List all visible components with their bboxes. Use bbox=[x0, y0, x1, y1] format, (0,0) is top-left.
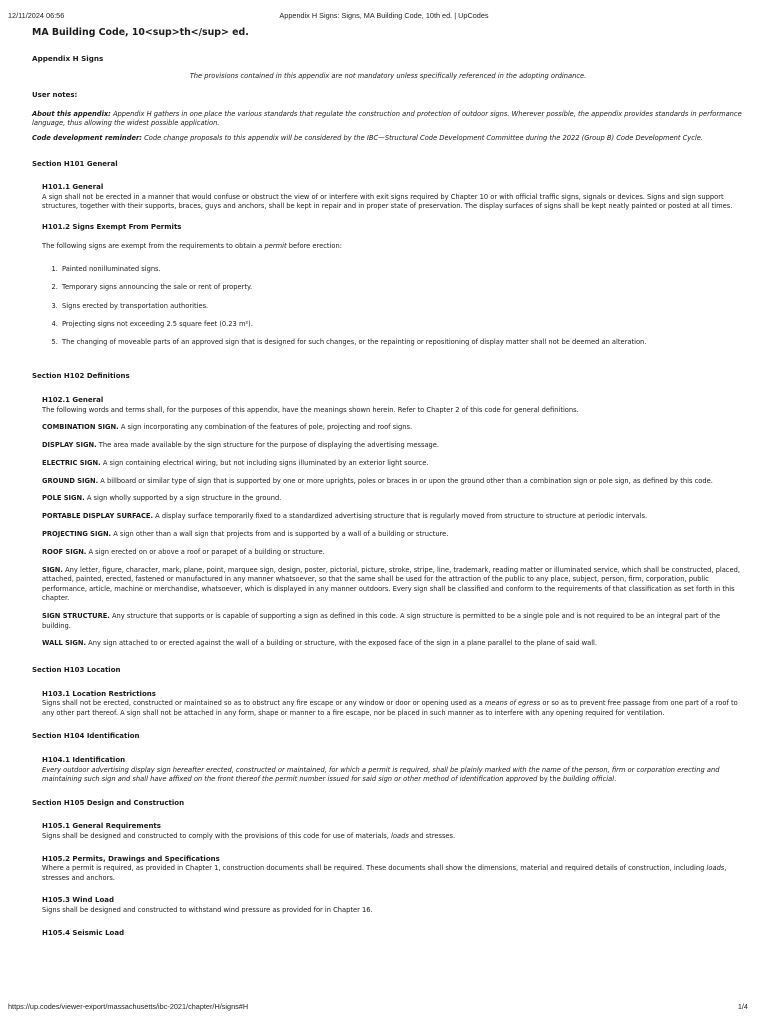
about-label: About this appendix: bbox=[32, 109, 111, 118]
definition-display-sign bbox=[42, 441, 744, 451]
list-item: 2. Temporary signs announcing the sale or rent of property. bbox=[60, 283, 744, 293]
h105-2-text-b: , stresses and anchors. bbox=[42, 864, 727, 882]
definition-term: GROUND SIGN. bbox=[42, 476, 99, 485]
section-h105-body bbox=[32, 822, 744, 938]
appendix-title: Appendix H Signs bbox=[32, 54, 104, 63]
intro-text-end: before erection: bbox=[286, 241, 342, 250]
definition-term: ELECTRIC SIGN. bbox=[42, 458, 101, 467]
definition-wall-sign bbox=[42, 639, 744, 649]
h102-1-title: H102.1 General bbox=[42, 396, 104, 405]
list-item: 4. Projecting signs not exceeding 2.5 square feet (0.23 m²). bbox=[60, 320, 744, 330]
h101-1-title: H101.1 General bbox=[42, 183, 104, 192]
h101-2-title: H101.2 Signs Exempt From Permits bbox=[42, 222, 182, 231]
h105-1-text-b: and stresses. bbox=[408, 831, 456, 840]
print-header bbox=[0, 11, 768, 23]
intro-text: The following signs are exempt from the requirements to obtain a bbox=[42, 241, 265, 250]
section-h101-body bbox=[32, 183, 744, 347]
definition-term: DISPLAY SIGN. bbox=[42, 441, 97, 450]
definition-text: A sign containing electrical wiring, but not including signs illuminated by an exterior light source. bbox=[100, 458, 429, 467]
definition-term: ROOF SIGN. bbox=[42, 547, 87, 556]
definition-text: A sign wholly supported by a sign structure in the ground. bbox=[84, 494, 282, 503]
h105-1-text bbox=[42, 832, 744, 842]
section-heading-h105: Section H105 Design and Construction bbox=[32, 798, 185, 807]
about-note bbox=[32, 110, 744, 129]
h104-text-c: . bbox=[614, 775, 617, 784]
h105-3-title: H105.3 Wind Load bbox=[42, 896, 114, 905]
h101-1-text: A sign shall not be erected in a manner that would confuse or obstruct the view of or interfere with exit signs required by Chapter 10 or with official traffic signs, signals or devices. Signs and sign support structures, together with their supports, braces, guys and anchors, shall be kept in repair and in proper state of preservation. The display surfaces of signs shall be kept neatly painted or posted at all times. bbox=[42, 192, 733, 211]
print-page-title: Appendix H Signs: Signs, MA Building Code, 10th ed. | UpCodes bbox=[279, 11, 489, 20]
h105-4-title: H105.4 Seismic Load bbox=[42, 928, 125, 937]
loads-term: loads bbox=[706, 864, 725, 873]
definition-roof-sign bbox=[42, 548, 744, 558]
h105-2-text-a: Where a permit is required, as provided in Chapter 1, construction documents shall be required. These documents shall show the dimensions, material and required details of construction, including bbox=[42, 864, 707, 873]
code-dev-text: Code change proposals to this appendix will be considered by the IBC—Structural Code Development Committee during the 2022 (Group B) Code Development Cycle. bbox=[142, 133, 703, 142]
h105-1-title: H105.1 General Requirements bbox=[42, 822, 161, 831]
h103-1-text bbox=[42, 699, 744, 718]
h103-text-a: Signs shall not be erected, constructed or maintained so as to obstruct any fire escape or any window or door or opening used as a bbox=[42, 699, 485, 708]
list-item: 3. Signs erected by transportation authorities. bbox=[60, 302, 744, 312]
definition-term: SIGN. bbox=[42, 565, 63, 574]
definition-term: SIGN STRUCTURE. bbox=[42, 612, 110, 621]
definition-term: POLE SIGN. bbox=[42, 494, 85, 503]
document-content bbox=[32, 27, 744, 938]
definition-electric-sign bbox=[42, 459, 744, 469]
definition-projecting-sign bbox=[42, 530, 744, 540]
list-item: 5. The changing of moveable parts of an approved sign that is designed for such changes, or the repainting or repositioning of display matter shall not be deemed an alteration. bbox=[60, 338, 744, 348]
section-heading-h104: Section H104 Identification bbox=[32, 732, 140, 741]
print-url: https://up.codes/viewer-export/massachusetts/ibc-2021/chapter/H/signs#H bbox=[8, 1002, 249, 1011]
definition-term: PROJECTING SIGN. bbox=[42, 529, 112, 538]
section-heading-h102: Section H102 Definitions bbox=[32, 372, 130, 381]
definition-text: A billboard or similar type of sign that is supported by one or more uprights, poles or braces in or upon the ground other than a combination sign or pole sign, as defined by this code. bbox=[98, 476, 713, 485]
definition-portable-display-surface bbox=[42, 512, 744, 522]
loads-term: loads bbox=[391, 831, 409, 840]
definition-text: A display surface temporarily fixed to a standardized advertising structure that is regularly moved from structure to structure at periodic intervals. bbox=[153, 512, 648, 521]
permit-term: permit bbox=[264, 241, 287, 250]
section-heading-h101: Section H101 General bbox=[32, 159, 118, 168]
definition-sign bbox=[42, 566, 744, 604]
section-h102-body bbox=[32, 396, 744, 649]
definition-term: COMBINATION SIGN. bbox=[42, 423, 119, 432]
definition-text: Any letter, figure, character, mark, plane, point, marquee sign, design, poster, pictorial, picture, stroke, stripe, line, trademark, reading matter or illuminated service, which shall be constructed, placed, attached, painted, erected, fastened or manufactured in any manner whatsoever, so that the same shall be used for the attraction of the public to any place, subject, person, firm, corporation, public performance, article, machine or merchandise, whatsoever, which is displayed in any manner outdoors. Every sign shall be classified and conform to the requirements of that classification as set forth in this chapter. bbox=[42, 565, 740, 603]
h104-1-text bbox=[42, 766, 744, 785]
h104-text-b: by the bbox=[537, 775, 563, 784]
h103-1-title: H103.1 Location Restrictions bbox=[42, 689, 156, 698]
definition-text: A sign erected on or above a roof or parapet of a building or structure. bbox=[86, 547, 325, 556]
definition-ground-sign bbox=[42, 477, 744, 487]
definition-text: A sign incorporating any combination of the features of pole, projecting and roof signs. bbox=[118, 423, 413, 432]
list-item: 1. Painted nonilluminated signs. bbox=[60, 265, 744, 275]
disclaimer: The provisions contained in this appendix are not mandatory unless specifically referenced in the adopting ordinance. bbox=[189, 71, 587, 80]
definition-text: The area made available by the sign structure for the purpose of displaying the advertising message. bbox=[96, 441, 440, 450]
h104-1-title: H104.1 Identification bbox=[42, 756, 126, 764]
exempt-signs-list bbox=[42, 265, 744, 347]
definition-combination-sign bbox=[42, 423, 744, 433]
book-title: MA Building Code, 10<sup>th</sup> ed. bbox=[32, 27, 249, 38]
h105-2-text bbox=[42, 864, 744, 883]
definition-text: Any structure that supports or is capable of supporting a sign as defined in this code. A sign structure is permitted to be a single pole and is not required to be an integral part of the building. bbox=[42, 612, 721, 630]
print-footer bbox=[0, 1002, 768, 1014]
h105-2-title: H105.2 Permits, Drawings and Specifications bbox=[42, 854, 220, 863]
about-text: Appendix H gathers in one place the various standards that regulate the construction and protection of outdoor signs. Wherever possible, the appendix provides standards in performance language, thus allowing the widest possible application. bbox=[32, 109, 742, 128]
code-dev-label: Code development reminder: bbox=[32, 133, 142, 142]
h101-2-intro bbox=[42, 242, 744, 252]
h105-1-text-a: Signs shall be designed and constructed to comply with the provisions of this code for use of materials, bbox=[42, 831, 392, 840]
definition-term: PORTABLE DISPLAY SURFACE. bbox=[42, 512, 154, 521]
page-number: 1/4 bbox=[737, 1002, 748, 1011]
section-h103-body bbox=[32, 690, 744, 719]
section-heading-h103: Section H103 Location bbox=[32, 666, 121, 675]
print-date: 12/11/2024 06:56 bbox=[8, 11, 65, 20]
user-notes-heading: User notes: bbox=[32, 91, 78, 100]
section-h104-body bbox=[32, 756, 744, 785]
definition-term: WALL SIGN. bbox=[42, 639, 87, 648]
h103-text-b: or so as to prevent free passage from one part of a roof to any other part thereof. A sign shall not be attached in any form, shape or manner to a fire escape, nor be placed in such manner as to interfere with any opening required for ventilation. bbox=[42, 699, 738, 717]
approved-term: approved bbox=[505, 775, 538, 784]
definition-text: Any sign attached to or erected against the wall of a building or structure, with the exposed face of the sign in a plane parallel to the plane of said wall. bbox=[86, 639, 598, 648]
means-of-egress-term: means of egress bbox=[484, 699, 541, 708]
definition-pole-sign bbox=[42, 494, 744, 504]
h104-text-a: Every outdoor advertising display sign hereafter erected, constructed or maintained, for which a permit is required, shall be plainly marked with the name of the person, firm or corporation erecting and maintaining such sign and shall have affixed on the front thereof the permit number issued for said sign or other method of identification bbox=[42, 765, 720, 784]
code-dev-note bbox=[32, 134, 744, 144]
h105-3-text: Signs shall be designed and constructed to withstand wind pressure as provided for in Chapter 16. bbox=[42, 905, 373, 914]
building-official-term: building official bbox=[562, 775, 615, 784]
h102-1-text: The following words and terms shall, for the purposes of this appendix, have the meanings shown herein. Refer to Chapter 2 of this code for general definitions. bbox=[42, 405, 579, 414]
definition-text: A sign other than a wall sign that projects from and is supported by a wall of a building or structure. bbox=[111, 529, 449, 538]
definition-sign-structure bbox=[42, 612, 744, 631]
